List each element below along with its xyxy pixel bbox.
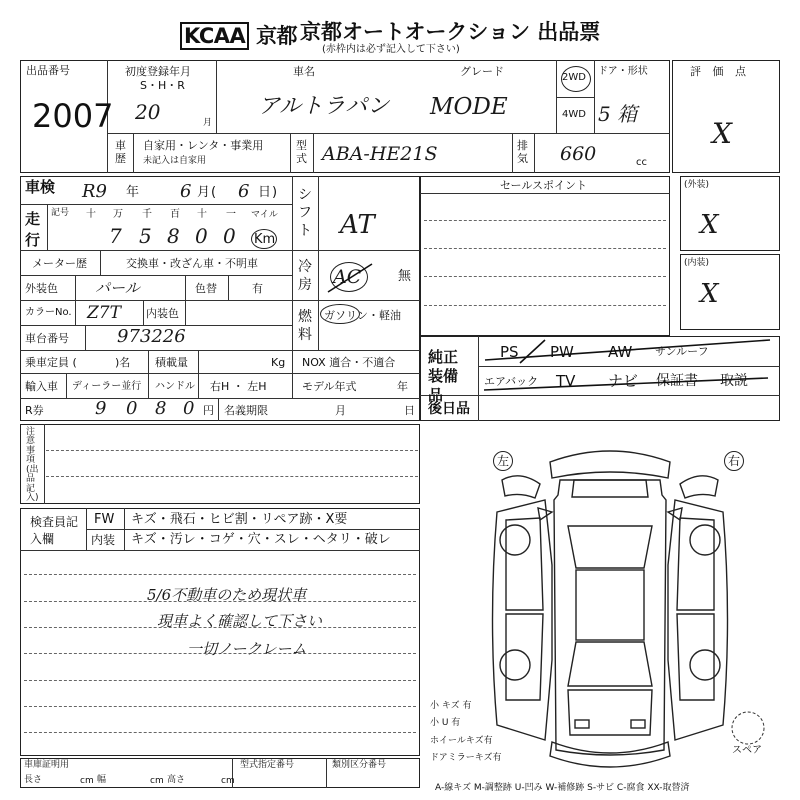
capacity-unit: )名 [115,356,131,369]
interior-color-label: 内装色 [146,307,179,320]
mileage-unit-6: 一 [226,209,236,220]
expiry-day-unit: 日 [404,404,415,417]
exterior-value: X [700,210,719,240]
height-label: 高さ [167,775,186,785]
recycle-label: R券 [25,404,44,417]
remark-line-3: 一切ノークレーム [187,640,307,658]
displacement-value: 660 [560,143,597,165]
rating-label: 評 価 点 [690,65,750,78]
meter-options: 交換車・改ざん車・不明車 [126,257,258,270]
inspection-day-unit: 日 [258,185,272,200]
inspection-paren-close: ) [272,185,278,200]
equip-airbag: エアバック [484,375,539,388]
damage-code-legend: A-線キズ M-調整跡 U-凹み W-補修跡 S-サビ C-腐食 XX-取替済 [435,783,690,793]
import-dealer: ディーラー並行 [72,381,142,392]
handle-label: ハンドル [155,381,195,392]
mileage-unit-2: 万 [113,209,123,220]
registration-eras: S・H・R [140,79,185,92]
length-unit: cm [80,776,94,786]
garage-cert-label: 車庫証明用 [24,760,70,770]
interior-label: (内装) [684,258,710,268]
rating-value: X [712,117,732,150]
color-no-label: カラーNo. [25,307,72,318]
lot-number: 2007 [32,97,114,135]
ac-label: 冷房 [298,259,312,294]
recycle-unit: 円 [203,404,214,417]
recycle-digit-4: 0 [183,398,195,419]
inspection-era: R9 [82,181,108,202]
chassis-label: 車台番号 [25,332,69,345]
drive-2wd: 2WD [562,72,586,83]
exterior-label: (外装) [684,180,710,190]
type-no-label: 型式指定番号 [240,760,295,770]
width-label: 幅 [97,775,107,785]
equip-ps: PS [500,343,519,361]
inspection-month-unit: 月 [197,185,211,200]
model-label: 型式 [296,139,307,166]
ac-value: AC [333,266,362,288]
equip-manual: 取説 [720,373,748,389]
door-label: ドア・形状 [598,66,648,77]
history-note: 未記入は自家用 [143,156,207,166]
inspection-month: 6 [180,181,192,202]
repaint-value: 有 [252,282,263,295]
notes-label: 注意事項(出品記入) [26,427,39,504]
door-value: 5 箱 [598,102,638,126]
mileage-km: Km [254,232,276,247]
equip-warranty: 保証書 [656,373,698,389]
exterior-color-label: 外装色 [25,282,58,295]
recycle-digit-1: 9 [95,398,107,419]
equip-tv: TV [556,372,576,390]
chassis-value: 973226 [117,326,186,347]
fuel-options: ガソリン・軽油 [324,309,401,322]
remark-line-2: 現車よく確認して下さい [157,612,323,630]
diagram-legend-3: ホイールキズ有 [430,736,493,746]
int-text: キズ・汚レ・コゲ・穴・スレ・ヘタリ・破レ [131,532,391,547]
mileage-unit-1: 十 [86,209,96,220]
drive-4wd: 4WD [562,109,586,120]
inspection-day: 6 [238,181,250,202]
fuel-label: 燃料 [298,309,312,344]
history-label: 車歴 [115,139,126,166]
inspection-label: 車検 [25,178,56,196]
import-label: 輸入車 [25,380,58,393]
diagram-legend-2: 小 U 有 [430,718,461,728]
remark-line-1: 5/6不動車のため現状車 [147,586,307,604]
mileage-digit-2: 5 [139,224,152,248]
shift-label: シフト [298,187,312,240]
class-no-label: 類別区分番号 [332,760,387,770]
ac-none: 無 [398,269,412,284]
load-label: 積載量 [155,356,188,369]
diagram-legend-1: 小 キズ 有 [430,701,472,711]
color-no-value: Z7T [87,303,121,323]
mileage-unit-3: 千 [142,209,152,220]
model-year-label: モデル年式 [302,380,357,393]
mileage-digit-3: 8 [167,224,180,248]
nox-label: NOX 適合・不適合 [302,356,396,369]
equipment-label: 純正装備品 [428,348,459,404]
diagram-legend-4: ドアミラーキズ有 [430,753,502,763]
expiry-label: 名義期限 [224,404,268,417]
mileage-digit-5: 0 [223,224,236,248]
history-options: 自家用・レンタ・事業用 [143,139,264,152]
inspection-year-unit: 年 [126,185,140,200]
length-label: 長さ [24,775,43,785]
model-value: ABA-HE21S [322,143,438,165]
page-title: 京都オートオークション 出品票 [300,20,601,44]
mileage-digit-1: 7 [109,224,122,248]
recycle-digit-2: 0 [126,398,138,419]
diagram-left-label: 左 [497,454,510,468]
equip-pw: PW [550,343,574,361]
expiry-month-unit: 月 [335,404,346,417]
car-name-value: アルトラパン [258,94,390,119]
spare-label: スペア [732,745,762,756]
displacement-label: 排気 [517,139,528,166]
mileage-unit-5: 十 [197,209,207,220]
grade-label: グレード [460,65,504,78]
mileage-mile: マイル [251,210,278,220]
repaint-label: 色替 [195,282,217,295]
height-unit: cm [221,776,235,786]
equip-navi: ナビ [608,372,639,390]
mileage-sub-label: 記号 [51,208,70,218]
car-name-label: 車名 [293,65,315,78]
load-unit: Kg [271,356,286,369]
interior-value: X [700,279,719,309]
capacity-label: 乗車定員 ( [25,356,77,369]
mileage-digit-4: 0 [195,224,208,248]
aftermarket-label: 後日品 [428,401,470,417]
diagram-right-label: 右 [728,454,741,468]
equip-aw: AW [608,343,633,361]
int-label: 内装 [91,533,116,547]
handle-options: 右H ・ 左H [210,380,267,393]
width-unit: cm [150,776,164,786]
meter-label: メーター歴 [32,257,87,270]
model-year-unit: 年 [397,380,408,393]
registration-month-unit: 月 [203,118,213,128]
mileage-unit-4: 百 [170,209,180,220]
kcaa-logo: KCAA 京都 [180,20,297,50]
mileage-label: 走行 [25,210,41,249]
registration-year: 20 [135,100,161,124]
inspector-label: 検査員記入欄 [30,515,79,546]
fw-text: キズ・飛石・ヒビ割・リペア跡・X要 [131,512,348,527]
page-subtitle: (赤枠内は必ず記入して下さい) [322,44,460,55]
grade-value: MODE [430,94,508,120]
sales-points-label: セールスポイント [500,179,588,192]
displacement-unit: cc [636,157,647,168]
equip-sunroof: サンルーフ [655,345,709,358]
lot-label: 出品番号 [26,64,70,77]
recycle-digit-3: 8 [155,398,167,419]
inspection-paren-open: ( [211,185,217,200]
exterior-color-value: パール [95,279,140,297]
registration-label: 初度登録年月 [125,65,191,78]
shift-value: AT [340,210,375,240]
fw-label: FW [94,512,115,527]
